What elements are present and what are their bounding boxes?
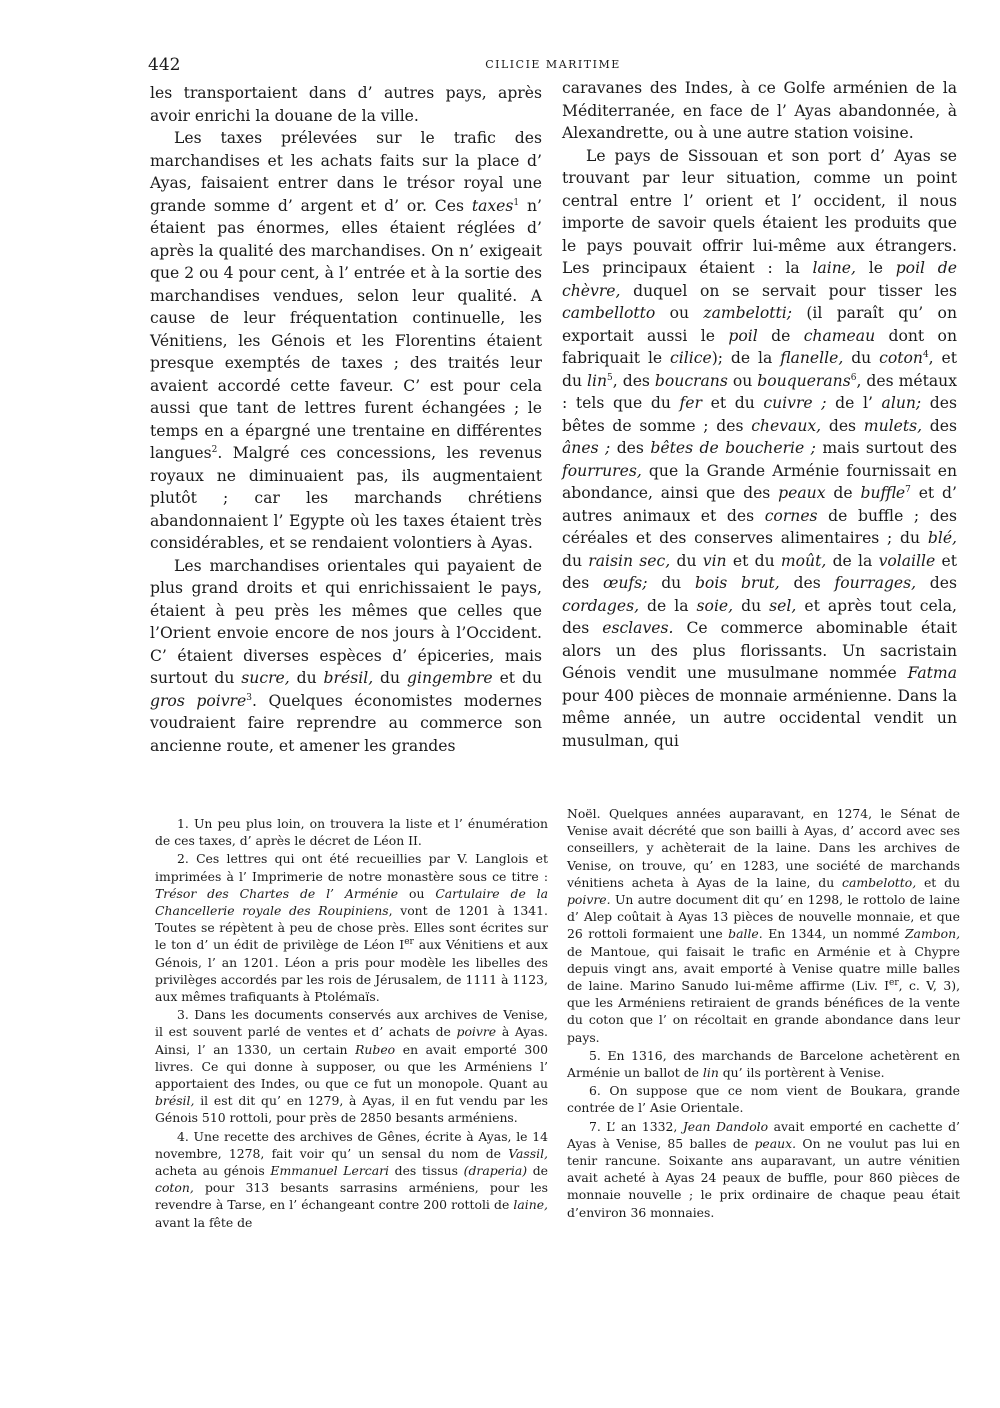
italic-run: peaux. — [754, 1135, 797, 1151]
paragraph — [150, 555, 542, 758]
italic-run: bêtes de boucherie ; — [650, 439, 816, 457]
italic-run: blé, — [927, 529, 957, 547]
text-run: de l’ — [826, 394, 882, 412]
text-run: de — [527, 1163, 549, 1179]
italic-run: cambelotto, — [842, 874, 917, 890]
text-run: On ne voulut pas lui en tenir rancune. Soixante ans auparavant, un autre vénitien avait acheté à Ayas 24 peaux de buffle, pour 860 pièces de monnaie nouvelle ; le prix ordinaire de chaque peau était d’environ 36 monnaies. — [567, 1135, 960, 1220]
text-run: ); de la — [711, 349, 781, 367]
note-reference: 4 — [922, 349, 929, 360]
italic-run: chameau — [803, 326, 876, 345]
italic-run: moût, — [780, 551, 827, 570]
text-run: ou — [655, 304, 704, 322]
italic-run: cordages, — [562, 596, 640, 615]
italic-run: sel, — [769, 596, 797, 615]
italic-run: (draperia) — [463, 1163, 528, 1179]
running-title: CILICIE MARITIME — [485, 58, 621, 71]
text-run: , des — [612, 371, 655, 390]
paragraph — [155, 1006, 548, 1126]
text-run: 5. En 1316, des marchands de Barcelone achetèrent en Arménie un ballot de — [567, 1047, 960, 1081]
italic-run: poil — [728, 326, 758, 345]
italic-run: volaille — [878, 551, 936, 570]
italic-run: bois brut, — [694, 574, 780, 592]
italic-run: cuivre ; — [763, 394, 827, 412]
text-run: de la — [639, 596, 697, 615]
text-run: pour 313 besants sarrasins arméniens, pour les revendre à Tarse, en l’ échangeant contre 200 rottoli de — [155, 1180, 548, 1213]
text-run: n’ étaient pas énormes, elles étaient réglées d’ après la qualité des marchandises. On n’ exigeait que 2 ou 4 pour cent, à l’ entrée et à la sortie des marchandises vendues, selon leur qualité. A cause de leur fréquentation continuelle, les Vénitiens, les Génois et les Florentins étaient presque exemptés de taxes ; des traités leur avaient accordé cette faveur. C’ est pour cela aussi que tant de lettres furent échangées ; le temps en a épargné une trentaine en différentes langues — [150, 196, 542, 462]
paragraph — [567, 1118, 960, 1221]
italic-run: soie, — [696, 596, 734, 615]
text-run: des — [922, 416, 957, 435]
italic-run: brésil, — [155, 1093, 195, 1109]
italic-run: zambelotti; — [703, 304, 793, 322]
italic-run: brésil, — [323, 669, 374, 687]
note-reference: 2 — [211, 444, 218, 455]
paragraph — [567, 1047, 960, 1081]
italic-run: fourrures, — [562, 461, 642, 480]
text-run: le — [855, 259, 896, 277]
italic-run: ânes ; — [562, 439, 611, 457]
note-reference: 3 — [246, 692, 252, 703]
text-run: dont on fabriquait le — [562, 326, 957, 367]
text-run: Noël. Quelques années auparavant, en 1274, le Sénat de Venise avait décrété que son bailli à Ayas, d’ accord avec ses conseillers, y achèterait de la laine. Dans les archives de Venise, on trouve, qu’ en 1283, une société de marchands vénitiens acheta à Ayas de la laine, du — [567, 806, 960, 890]
text-run: les transportaient dans d’ autres pays, après avoir enrichi la douane de la ville. — [150, 84, 542, 125]
paragraph — [150, 82, 542, 127]
text-run: il est dit qu’ en 1279, à Ayas, il en fut vendu par les Génois 510 rottoli, pour près de 2850 besants arméniens. — [155, 1093, 548, 1126]
paragraph — [562, 145, 957, 753]
text-run: ou — [727, 371, 758, 390]
italic-run: Zambon, — [904, 926, 961, 942]
text-run: des — [610, 439, 651, 457]
paragraph — [155, 1128, 548, 1231]
italic-run: gingembre — [406, 669, 493, 687]
main-text-left-column — [150, 82, 542, 757]
italic-run: poil de chèvre, — [562, 259, 958, 300]
text-run: de buffle ; des céréales et des conserves alimentaires ; du — [562, 506, 958, 547]
text-run: du — [562, 551, 589, 570]
italic-run: buffle — [860, 484, 906, 502]
italic-run: fer — [679, 394, 702, 412]
italic-run: lin — [587, 371, 608, 390]
text-run: 2. Ces lettres qui ont été recueillies par V. Langlois et imprimées à l’ Imprimerie de notre monastère sous ce titre : — [155, 851, 548, 884]
text-run: qu’ ils portèrent à Venise. — [718, 1065, 885, 1081]
text-run: à Ayas. Ainsi, l’ an 1330, un certain — [155, 1024, 548, 1057]
italic-run: Jean Dandolo — [682, 1118, 769, 1134]
paragraph — [567, 805, 960, 1046]
note-reference: 1 — [513, 197, 520, 208]
note-reference: 5 — [607, 372, 613, 383]
italic-run: sucre, — [241, 669, 290, 687]
italic-run: Fatma — [907, 664, 957, 682]
text-run: des bêtes de somme ; des — [562, 394, 958, 435]
text-run: ou — [398, 885, 436, 901]
text-run: et du — [726, 551, 781, 570]
text-run: des — [916, 574, 957, 592]
text-run: des — [821, 416, 864, 435]
main-text-right-column — [562, 77, 957, 752]
italic-run: taxes — [471, 196, 514, 215]
text-run: de — [825, 484, 861, 502]
text-run: duquel on se servait pour tisser les — [620, 281, 957, 300]
note-reference: er — [889, 977, 899, 988]
text-run: caravanes des Indes, à ce Golfe arménien de la Méditerranée, en face de l’ Ayas abandonnée, à Alexandrette, ou à une autre station voisine. — [562, 79, 957, 142]
paragraph — [567, 1082, 960, 1116]
text-run: du — [647, 574, 695, 592]
italic-run: laine, — [513, 1197, 548, 1213]
page-header — [148, 55, 958, 77]
text-run: des — [779, 574, 835, 592]
text-run: du — [373, 669, 407, 687]
text-run: avant la fête de — [155, 1214, 253, 1230]
text-run: pour 400 pièces de monnaie arménienne. Dans la même année, un autre occidental vendit un musulman, qui — [562, 686, 957, 750]
italic-run: boucrans — [654, 371, 728, 390]
italic-run: alun; — [881, 394, 922, 412]
italic-run: cilice — [670, 349, 712, 367]
italic-run: lin — [702, 1065, 719, 1081]
text-run: et du — [492, 669, 542, 687]
italic-run: fourrages, — [834, 574, 917, 592]
italic-run: flanelle, — [780, 349, 844, 367]
text-run: . Quelques économistes modernes voudraient faire reprendre au commerce son ancienne route, et amener les grandes — [150, 691, 542, 755]
text-run: du — [289, 669, 324, 687]
text-run: Le pays de Sissouan et son port d’ Ayas se trouvant par leur situation, comme un point central entre l’ orient et l’ occident, il nous importe de savoir quels étaient les produits que le pays pouvait offrir lui-même aux étrangers. Les principaux étaient : la — [562, 146, 957, 277]
text-run: du — [733, 596, 770, 615]
text-run: que la Grande Arménie fournissait en abondance, ainsi que des — [562, 461, 957, 502]
text-run: , c. V, 3), que les Arméniens retiraient de grands bénéfices de la vente du coton que l’ on récoltait en grande abondance dans leur pays. — [567, 978, 961, 1045]
text-run: , des métaux : tels que du — [562, 371, 957, 412]
italic-run: Vassil, — [508, 1145, 548, 1161]
text-run: en avait emporté 300 livres. Ce qui donne à supposer, ou que les Arméniens l’ apportaient des Indes, ou que ce fut un monopole. Quant au — [155, 1041, 548, 1092]
text-run: , et du — [562, 349, 957, 390]
text-run: 6. On suppose que ce nom vient de Boukara, grande contrée de l’ Asie Orientale. — [567, 1083, 960, 1116]
text-run: et du — [916, 874, 960, 890]
italic-run: Trésor des Chartes de l’ Arménie — [155, 885, 399, 901]
paragraph — [562, 77, 957, 145]
italic-run: bouquerans — [757, 371, 851, 390]
text-run: de la — [826, 551, 879, 570]
italic-run: cambellotto — [562, 304, 656, 322]
text-run: Les taxes prélevées sur le trafic des marchandises et les achats faits sur la place d’ Ayas, faisaient entrer dans le trésor royal une grande somme d’ argent et d’ or. Ces — [150, 129, 542, 215]
text-run: (il paraît qu’ on exportait aussi le — [562, 304, 957, 345]
page-number: 442 — [148, 55, 181, 75]
footnotes-right-column — [567, 805, 960, 1222]
italic-run: poivre — [456, 1024, 497, 1040]
text-run: En 1344, un nommé — [762, 926, 905, 942]
note-reference: 6 — [850, 372, 857, 383]
text-run: , vont de 1201 à 1341. Toutes se répètent à peu de chose près. Elles sont écrites sur le ton d’ un édit de privilège de Léon I — [155, 903, 548, 953]
text-run: et d’ autres animaux et des — [562, 484, 957, 525]
italic-run: mulets, — [863, 416, 923, 435]
text-run: Ce commerce abominable était alors un des plus florissants. Un sacristain Génois vendit une musulmane nommée — [562, 619, 957, 682]
text-run: Les marchandises orientales qui payaient de plus grand droits et qui enrichissaient le pays, étaient à peu près les mêmes que celles que l’Orient envoie encore de nos jours à l’Occident. C’ étaient diverses espèces d’ épiceries, mais surtout du — [150, 556, 542, 687]
text-run: mais surtout des — [815, 439, 957, 457]
note-reference: er — [404, 937, 414, 948]
italic-run: œufs; — [602, 574, 648, 592]
italic-run: Emmanuel Lercari — [270, 1163, 389, 1179]
text-run: acheta au génois — [155, 1163, 271, 1179]
text-run: de — [757, 326, 804, 345]
italic-run: poivre. — [567, 892, 611, 908]
text-run: et du — [701, 394, 764, 412]
note-reference: 7 — [905, 484, 911, 495]
italic-run: Rubeo — [355, 1041, 396, 1057]
text-run: 1. Un peu plus loin, on trouvera la liste et l’ énumération de ces taxes, d’ après le décret de Léon II. — [155, 816, 548, 849]
text-run: des tissus — [388, 1163, 464, 1179]
italic-run: esclaves. — [602, 619, 674, 637]
paragraph — [155, 850, 548, 1005]
text-run: et après tout cela, des — [562, 596, 957, 637]
italic-run: cornes — [764, 506, 818, 525]
text-run: aux Vénitiens et aux Génois, l’ an 1201. Léon a pris pour modèle les libelles des privilèges accordés par les rois de Jérusalem, de 1111 à 1123, aux mêmes trafiquants à Ptolémaïs. — [155, 937, 548, 1005]
italic-run: laine, — [812, 259, 856, 277]
text-run: 4. Une recette des archives de Gênes, écrite à Ayas, le 14 novembre, 1278, fait voir qu’ un sensal du nom de — [155, 1128, 548, 1161]
text-run: et des — [562, 551, 958, 592]
text-run: . Malgré ces concessions, les revenus royaux ne diminuaient pas, ils augmentaient plutôt ; car les marchands chrétiens abandonnaient l’ Egypte où les taxes étaient très considérables, et se rendaient volontiers à Ayas. — [150, 444, 542, 552]
italic-run: gros poivre — [150, 691, 247, 710]
text-run: avait emporté en cachette d’ Ayas à Venise, 85 balles de — [567, 1118, 960, 1151]
text-run: du — [843, 349, 880, 367]
paragraph — [150, 127, 542, 555]
text-run: du — [670, 551, 703, 570]
footnotes-left-column — [155, 815, 548, 1232]
text-run: Un autre document dit qu’ en 1298, le rottolo de laine d’ Alep coûtait à Ayas 13 pièces de nouvelle monnaie, et que 26 rottoli formaient une — [567, 892, 960, 942]
italic-run: peaux — [778, 484, 826, 502]
italic-run: vin — [702, 551, 727, 570]
paragraph — [155, 815, 548, 849]
italic-run: coton — [879, 349, 923, 367]
italic-run: chevaux, — [751, 416, 822, 435]
italic-run: raisin sec, — [588, 551, 671, 570]
italic-run: Cartulaire de la Chancellerie royale des Roupiniens — [155, 885, 548, 919]
italic-run: balle. — [728, 926, 763, 942]
italic-run: coton, — [155, 1180, 194, 1196]
text-run: de Mantoue, qui faisait le trafic en Arménie et à Chypre depuis vingt ans, avait emporté à Venise quatre mille balles de laine. Marino Sanudo lui-même affirme (Liv. I — [567, 943, 960, 994]
text-run: 7. L’ an 1332, — [589, 1118, 683, 1134]
text-run: 3. Dans les documents conservés aux archives de Venise, il est souvent parlé de ventes et d’ achats de — [155, 1007, 548, 1040]
